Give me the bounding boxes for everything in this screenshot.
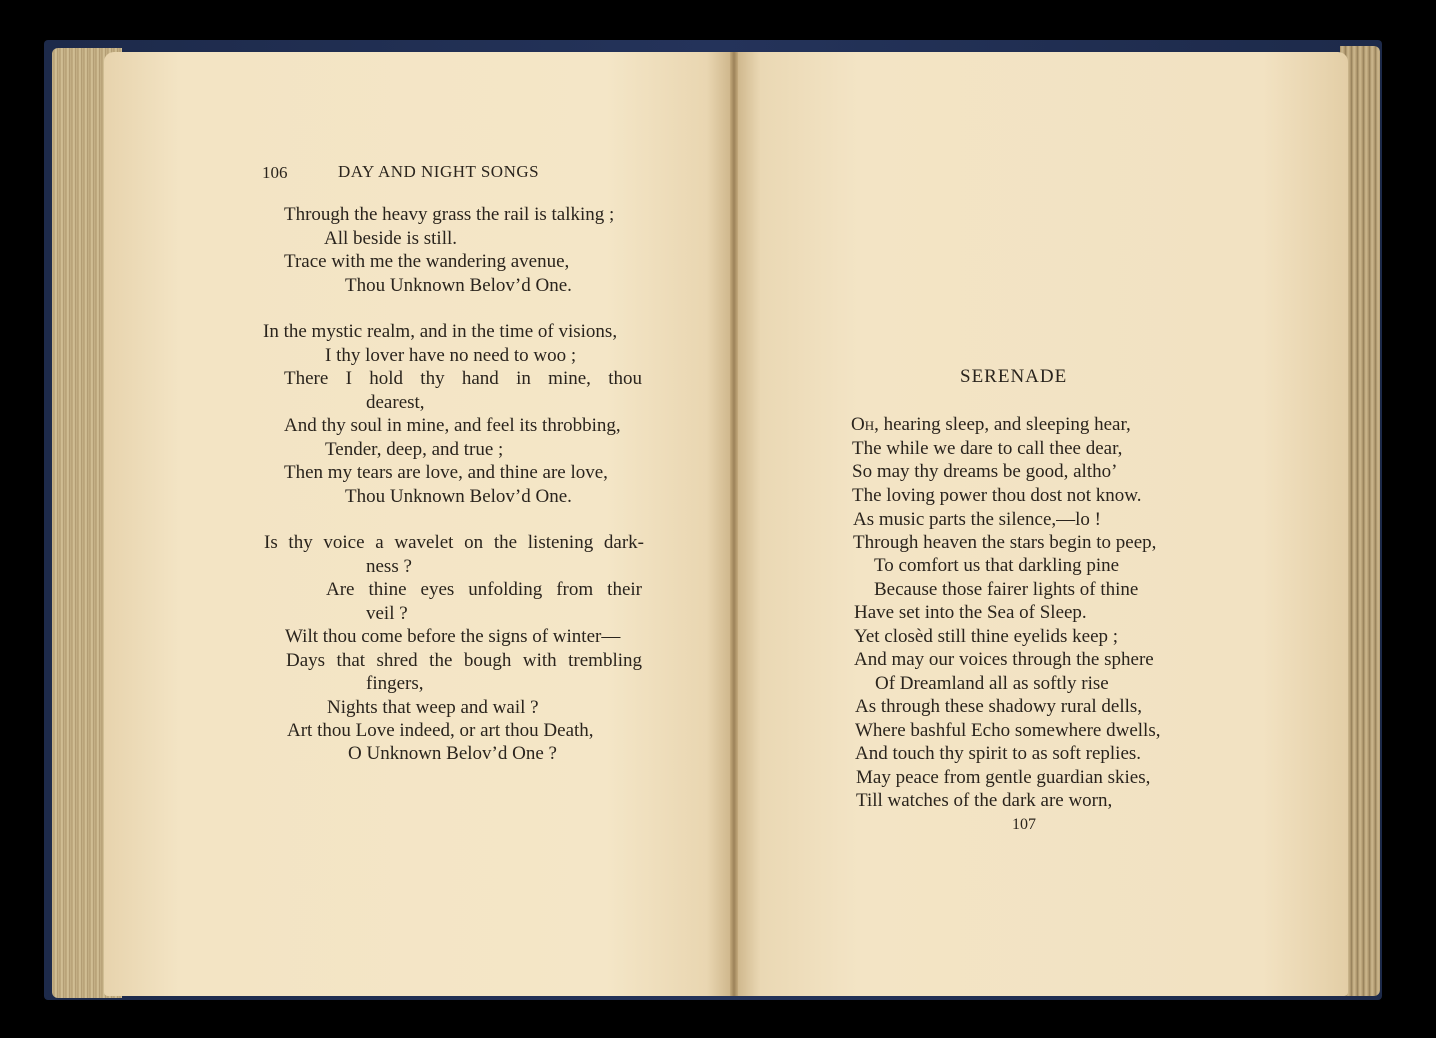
poem-line: Thou Unknown Belov’d One. — [345, 275, 572, 296]
poem-line: dearest, — [366, 392, 425, 413]
poem-line: Through the heavy grass the rail is talking ; — [284, 204, 615, 225]
poem-line: Because those fairer lights of thine — [874, 579, 1139, 600]
right-page-number: 107 — [1012, 816, 1036, 833]
poem-line: Nights that weep and wail ? — [327, 697, 539, 718]
poem-line: And touch thy spirit to as soft replies. — [855, 743, 1142, 764]
poem-line: Wilt thou come before the signs of winter— — [285, 626, 621, 647]
poem-line: Art thou Love indeed, or art thou Death, — [287, 720, 594, 741]
poem-line: Is thy voice a wavelet on the listening dark- — [264, 532, 644, 553]
poem-line: To comfort us that darkling pine — [874, 555, 1120, 576]
poem-line: Till watches of the dark are worn, — [856, 790, 1113, 811]
poem-line: The while we dare to call thee dear, — [852, 438, 1123, 459]
poem-line: fingers, — [366, 673, 424, 694]
poem-line: Of Dreamland all as softly rise — [875, 673, 1109, 694]
poem-line: May peace from gentle guardian skies, — [856, 767, 1151, 788]
poem-line: And may our voices through the sphere — [854, 649, 1154, 670]
poem-line: O Unknown Belov’d One ? — [348, 743, 557, 764]
poem-line: I thy lover have no need to woo ; — [325, 345, 577, 366]
left-page-number: 106 — [262, 163, 288, 182]
initial-word: Oh, — [851, 414, 879, 435]
poem-line: The loving power thou dost not know. — [852, 485, 1142, 506]
poem-line: Have set into the Sea of Sleep. — [854, 602, 1087, 623]
poem-line: Days that shred the bough with trembling — [286, 650, 642, 671]
poem-line: And thy soul in mine, and feel its throbbing, — [284, 415, 621, 436]
poem-line: As through these shadowy rural dells, — [855, 696, 1143, 717]
poem-line: Then my tears are love, and thine are love, — [284, 462, 608, 483]
poem-line: In the mystic realm, and in the time of visions, — [263, 321, 618, 342]
poem-line: There I hold thy hand in mine, thou — [284, 368, 642, 389]
poem-line-first — [851, 413, 1131, 437]
poem-line: As music parts the silence,—lo ! — [853, 509, 1102, 530]
poem-line: ness ? — [366, 556, 412, 577]
running-head: DAY AND NIGHT SONGS — [338, 162, 540, 181]
book-gutter — [730, 52, 738, 996]
poem-line: Yet closèd still thine eyelids keep ; — [854, 626, 1119, 647]
poem-line: Trace with me the wandering avenue, — [284, 251, 570, 272]
poem-line: Through heaven the stars begin to peep, — [853, 532, 1157, 553]
poem-line: So may thy dreams be good, altho’ — [852, 461, 1118, 482]
poem-line: Tender, deep, and true ; — [325, 439, 504, 460]
poem-line: Thou Unknown Belov’d One. — [345, 486, 572, 507]
poem-title: SERENADE — [960, 366, 1068, 387]
left-page — [104, 52, 732, 996]
poem-line-rest: hearing sleep, and sleeping hear, — [878, 414, 1131, 435]
poem-line: All beside is still. — [324, 228, 457, 249]
poem-line: Where bashful Echo somewhere dwells, — [855, 720, 1161, 741]
poem-line: Are thine eyes unfolding from their — [326, 579, 642, 600]
poem-line: veil ? — [366, 603, 408, 624]
